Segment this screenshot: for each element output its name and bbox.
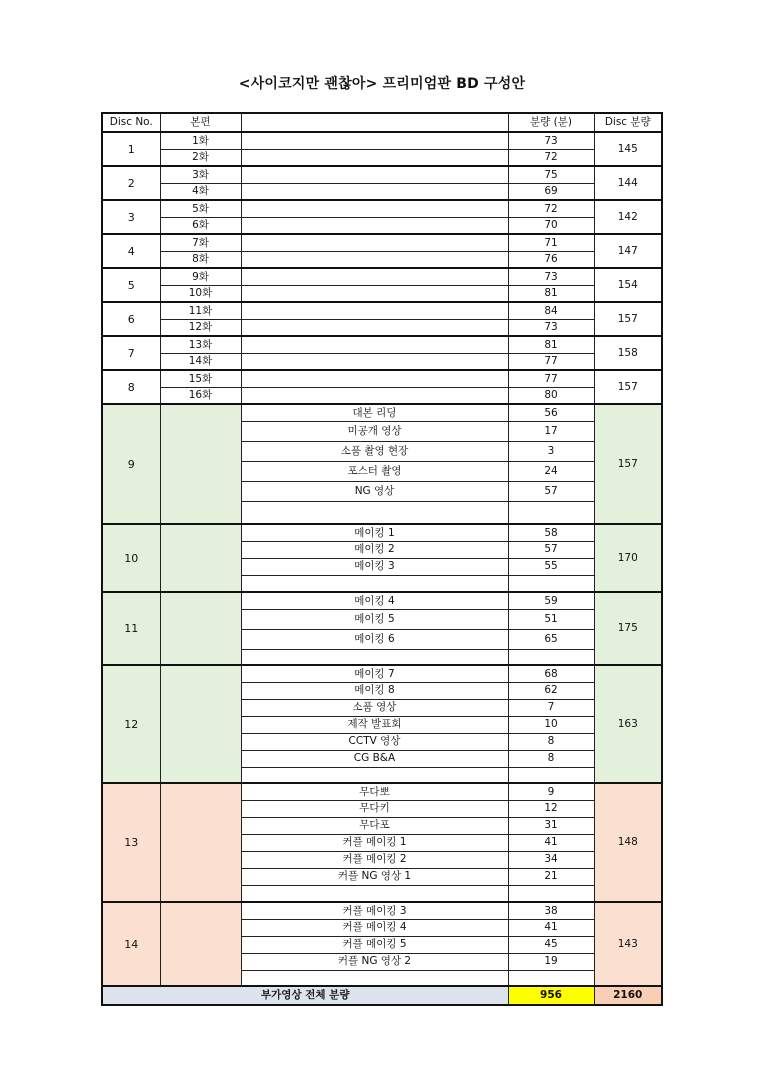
disc-number: 9 — [102, 404, 160, 524]
table-row — [102, 149, 662, 166]
disc-group-1 — [102, 132, 662, 166]
minutes-value — [508, 501, 594, 524]
episode-cell-empty — [160, 592, 241, 665]
disc-minutes: 142 — [594, 200, 662, 234]
minutes-value: 59 — [508, 592, 594, 609]
minutes-value: 84 — [508, 302, 594, 319]
total-disc-minutes: 2160 — [594, 986, 662, 1005]
content-title — [241, 885, 508, 902]
episode-label: 8화 — [160, 251, 241, 268]
header-row — [102, 113, 662, 132]
content-title: 소품 촬영 현장 — [241, 441, 508, 461]
content-title: 대본 리딩 — [241, 404, 508, 421]
table-row — [102, 783, 662, 800]
minutes-value: 73 — [508, 319, 594, 336]
content-title: 커플 메이킹 5 — [241, 936, 508, 953]
minutes-value: 55 — [508, 558, 594, 575]
minutes-value: 65 — [508, 629, 594, 649]
minutes-value: 7 — [508, 699, 594, 716]
content-cell-empty — [241, 200, 508, 217]
minutes-value: 58 — [508, 524, 594, 541]
episode-label: 15화 — [160, 370, 241, 387]
table-row — [102, 592, 662, 609]
content-title: 메이킹 1 — [241, 524, 508, 541]
disc-minutes: 170 — [594, 524, 662, 592]
content-title — [241, 970, 508, 986]
disc-group-9 — [102, 404, 662, 524]
table-row — [102, 524, 662, 541]
table-row — [102, 132, 662, 149]
disc-minutes: 144 — [594, 166, 662, 200]
minutes-value: 9 — [508, 783, 594, 800]
content-title: 커플 메이킹 3 — [241, 902, 508, 919]
header-disc-minutes: Disc 분량 — [594, 113, 662, 132]
content-cell-empty — [241, 251, 508, 268]
content-title: CCTV 영상 — [241, 733, 508, 750]
content-cell-empty — [241, 336, 508, 353]
content-cell-empty — [241, 370, 508, 387]
minutes-value: 69 — [508, 183, 594, 200]
table-row — [102, 234, 662, 251]
minutes-value: 73 — [508, 268, 594, 285]
table-row — [102, 217, 662, 234]
table-row — [102, 251, 662, 268]
minutes-value: 77 — [508, 370, 594, 387]
minutes-value: 57 — [508, 481, 594, 501]
content-cell-empty — [241, 268, 508, 285]
content-title: 커플 NG 영상 1 — [241, 868, 508, 885]
table-row — [102, 387, 662, 404]
minutes-value: 17 — [508, 421, 594, 441]
minutes-value: 45 — [508, 936, 594, 953]
table-row — [102, 353, 662, 370]
content-cell-empty — [241, 319, 508, 336]
minutes-value: 19 — [508, 953, 594, 970]
disc-group-4 — [102, 234, 662, 268]
total-row — [102, 986, 662, 1005]
episode-label: 7화 — [160, 234, 241, 251]
disc-group-3 — [102, 200, 662, 234]
minutes-value: 80 — [508, 387, 594, 404]
disc-minutes: 157 — [594, 302, 662, 336]
minutes-value — [508, 575, 594, 592]
content-title: NG 영상 — [241, 481, 508, 501]
content-cell-empty — [241, 302, 508, 319]
content-cell-empty — [241, 234, 508, 251]
disc-number: 12 — [102, 665, 160, 783]
table-row — [102, 404, 662, 421]
content-title: 메이킹 4 — [241, 592, 508, 609]
content-title — [241, 767, 508, 783]
minutes-value: 81 — [508, 285, 594, 302]
table-row — [102, 285, 662, 302]
disc-group-11 — [102, 592, 662, 665]
minutes-value: 3 — [508, 441, 594, 461]
disc-minutes: 158 — [594, 336, 662, 370]
content-title: 포스터 촬영 — [241, 461, 508, 481]
table-row — [102, 268, 662, 285]
content-title: 무다키 — [241, 800, 508, 817]
table-row — [102, 319, 662, 336]
minutes-value: 76 — [508, 251, 594, 268]
page-title: <사이코지만 괜찮아> 프리미엄판 BD 구성안 — [238, 76, 526, 92]
minutes-value: 81 — [508, 336, 594, 353]
disc-number: 11 — [102, 592, 160, 665]
disc-number: 7 — [102, 336, 160, 370]
disc-number: 1 — [102, 132, 160, 166]
minutes-value: 31 — [508, 817, 594, 834]
episode-label: 13화 — [160, 336, 241, 353]
content-cell-empty — [241, 353, 508, 370]
episode-label: 4화 — [160, 183, 241, 200]
episode-label: 1화 — [160, 132, 241, 149]
minutes-value: 62 — [508, 682, 594, 699]
content-title: CG B&A — [241, 750, 508, 767]
disc-group-12 — [102, 665, 662, 783]
content-title: 메이킹 6 — [241, 629, 508, 649]
episode-cell-empty — [160, 665, 241, 783]
table-row — [102, 370, 662, 387]
content-cell-empty — [241, 217, 508, 234]
minutes-value: 68 — [508, 665, 594, 682]
content-title: 커플 메이킹 1 — [241, 834, 508, 851]
disc-minutes: 163 — [594, 665, 662, 783]
minutes-value — [508, 970, 594, 986]
episode-label: 5화 — [160, 200, 241, 217]
minutes-value: 24 — [508, 461, 594, 481]
disc-group-6 — [102, 302, 662, 336]
content-title: 메이킹 3 — [241, 558, 508, 575]
minutes-value: 41 — [508, 919, 594, 936]
episode-label: 10화 — [160, 285, 241, 302]
content-title: 메이킹 5 — [241, 609, 508, 629]
episode-cell-empty — [160, 404, 241, 524]
episode-label: 3화 — [160, 166, 241, 183]
table-header — [102, 113, 662, 132]
content-title: 메이킹 2 — [241, 541, 508, 558]
content-title: 메이킹 8 — [241, 682, 508, 699]
header-minutes: 분량 (분) — [508, 113, 594, 132]
minutes-value — [508, 767, 594, 783]
content-title: 무다포 — [241, 817, 508, 834]
disc-minutes: 154 — [594, 268, 662, 302]
minutes-value: 72 — [508, 200, 594, 217]
content-title: 커플 메이킹 4 — [241, 919, 508, 936]
minutes-value: 38 — [508, 902, 594, 919]
header-disc-no: Disc No. — [102, 113, 160, 132]
content-title: 소품 영상 — [241, 699, 508, 716]
table-row — [102, 302, 662, 319]
minutes-value: 57 — [508, 541, 594, 558]
episode-label: 14화 — [160, 353, 241, 370]
minutes-value: 72 — [508, 149, 594, 166]
content-title: 메이킹 7 — [241, 665, 508, 682]
episode-label: 2화 — [160, 149, 241, 166]
episode-label: 11화 — [160, 302, 241, 319]
disc-group-13 — [102, 783, 662, 902]
content-title — [241, 649, 508, 665]
disc-minutes: 157 — [594, 370, 662, 404]
disc-number: 8 — [102, 370, 160, 404]
content-title: 무다뽀 — [241, 783, 508, 800]
disc-minutes: 148 — [594, 783, 662, 902]
disc-minutes: 157 — [594, 404, 662, 524]
minutes-value: 12 — [508, 800, 594, 817]
disc-group-5 — [102, 268, 662, 302]
minutes-value — [508, 649, 594, 665]
content-title: 커플 NG 영상 2 — [241, 953, 508, 970]
minutes-value: 21 — [508, 868, 594, 885]
total-minutes: 956 — [508, 986, 594, 1005]
total-label: 부가영상 전체 분량 — [102, 986, 508, 1005]
bd-composition-table — [101, 112, 661, 1006]
episode-cell-empty — [160, 902, 241, 986]
episode-cell-empty — [160, 783, 241, 902]
minutes-value: 71 — [508, 234, 594, 251]
content-title: 커플 메이킹 2 — [241, 851, 508, 868]
minutes-value: 77 — [508, 353, 594, 370]
disc-group-14 — [102, 902, 662, 986]
minutes-value: 34 — [508, 851, 594, 868]
disc-number: 5 — [102, 268, 160, 302]
disc-number: 4 — [102, 234, 160, 268]
content-cell-empty — [241, 285, 508, 302]
table-row — [102, 183, 662, 200]
episode-label: 12화 — [160, 319, 241, 336]
episode-label: 9화 — [160, 268, 241, 285]
content-title: 미공개 영상 — [241, 421, 508, 441]
disc-number: 2 — [102, 166, 160, 200]
content-cell-empty — [241, 387, 508, 404]
minutes-value: 56 — [508, 404, 594, 421]
content-cell-empty — [241, 132, 508, 149]
disc-minutes: 145 — [594, 132, 662, 166]
table-row — [102, 336, 662, 353]
episode-cell-empty — [160, 524, 241, 592]
minutes-value: 41 — [508, 834, 594, 851]
content-cell-empty — [241, 183, 508, 200]
disc-number: 3 — [102, 200, 160, 234]
content-title: 제작 발표회 — [241, 716, 508, 733]
table-row — [102, 200, 662, 217]
minutes-value: 10 — [508, 716, 594, 733]
minutes-value — [508, 885, 594, 902]
disc-minutes: 143 — [594, 902, 662, 986]
disc-number: 13 — [102, 783, 160, 902]
minutes-value: 51 — [508, 609, 594, 629]
header-content — [241, 113, 508, 132]
disc-group-8 — [102, 370, 662, 404]
disc-group-7 — [102, 336, 662, 370]
minutes-value: 70 — [508, 217, 594, 234]
disc-minutes: 175 — [594, 592, 662, 665]
disc-number: 10 — [102, 524, 160, 592]
table-row — [102, 665, 662, 682]
disc-group-10 — [102, 524, 662, 592]
content-title — [241, 575, 508, 592]
episode-label: 16화 — [160, 387, 241, 404]
table-row — [102, 166, 662, 183]
table-row — [102, 902, 662, 919]
episode-label: 6화 — [160, 217, 241, 234]
disc-minutes: 147 — [594, 234, 662, 268]
disc-number: 14 — [102, 902, 160, 986]
minutes-value: 75 — [508, 166, 594, 183]
content-cell-empty — [241, 149, 508, 166]
table-footer — [102, 986, 662, 1005]
content-title — [241, 501, 508, 524]
content-cell-empty — [241, 166, 508, 183]
minutes-value: 73 — [508, 132, 594, 149]
minutes-value: 8 — [508, 733, 594, 750]
disc-number: 6 — [102, 302, 160, 336]
header-episode: 본편 — [160, 113, 241, 132]
disc-group-2 — [102, 166, 662, 200]
minutes-value: 8 — [508, 750, 594, 767]
